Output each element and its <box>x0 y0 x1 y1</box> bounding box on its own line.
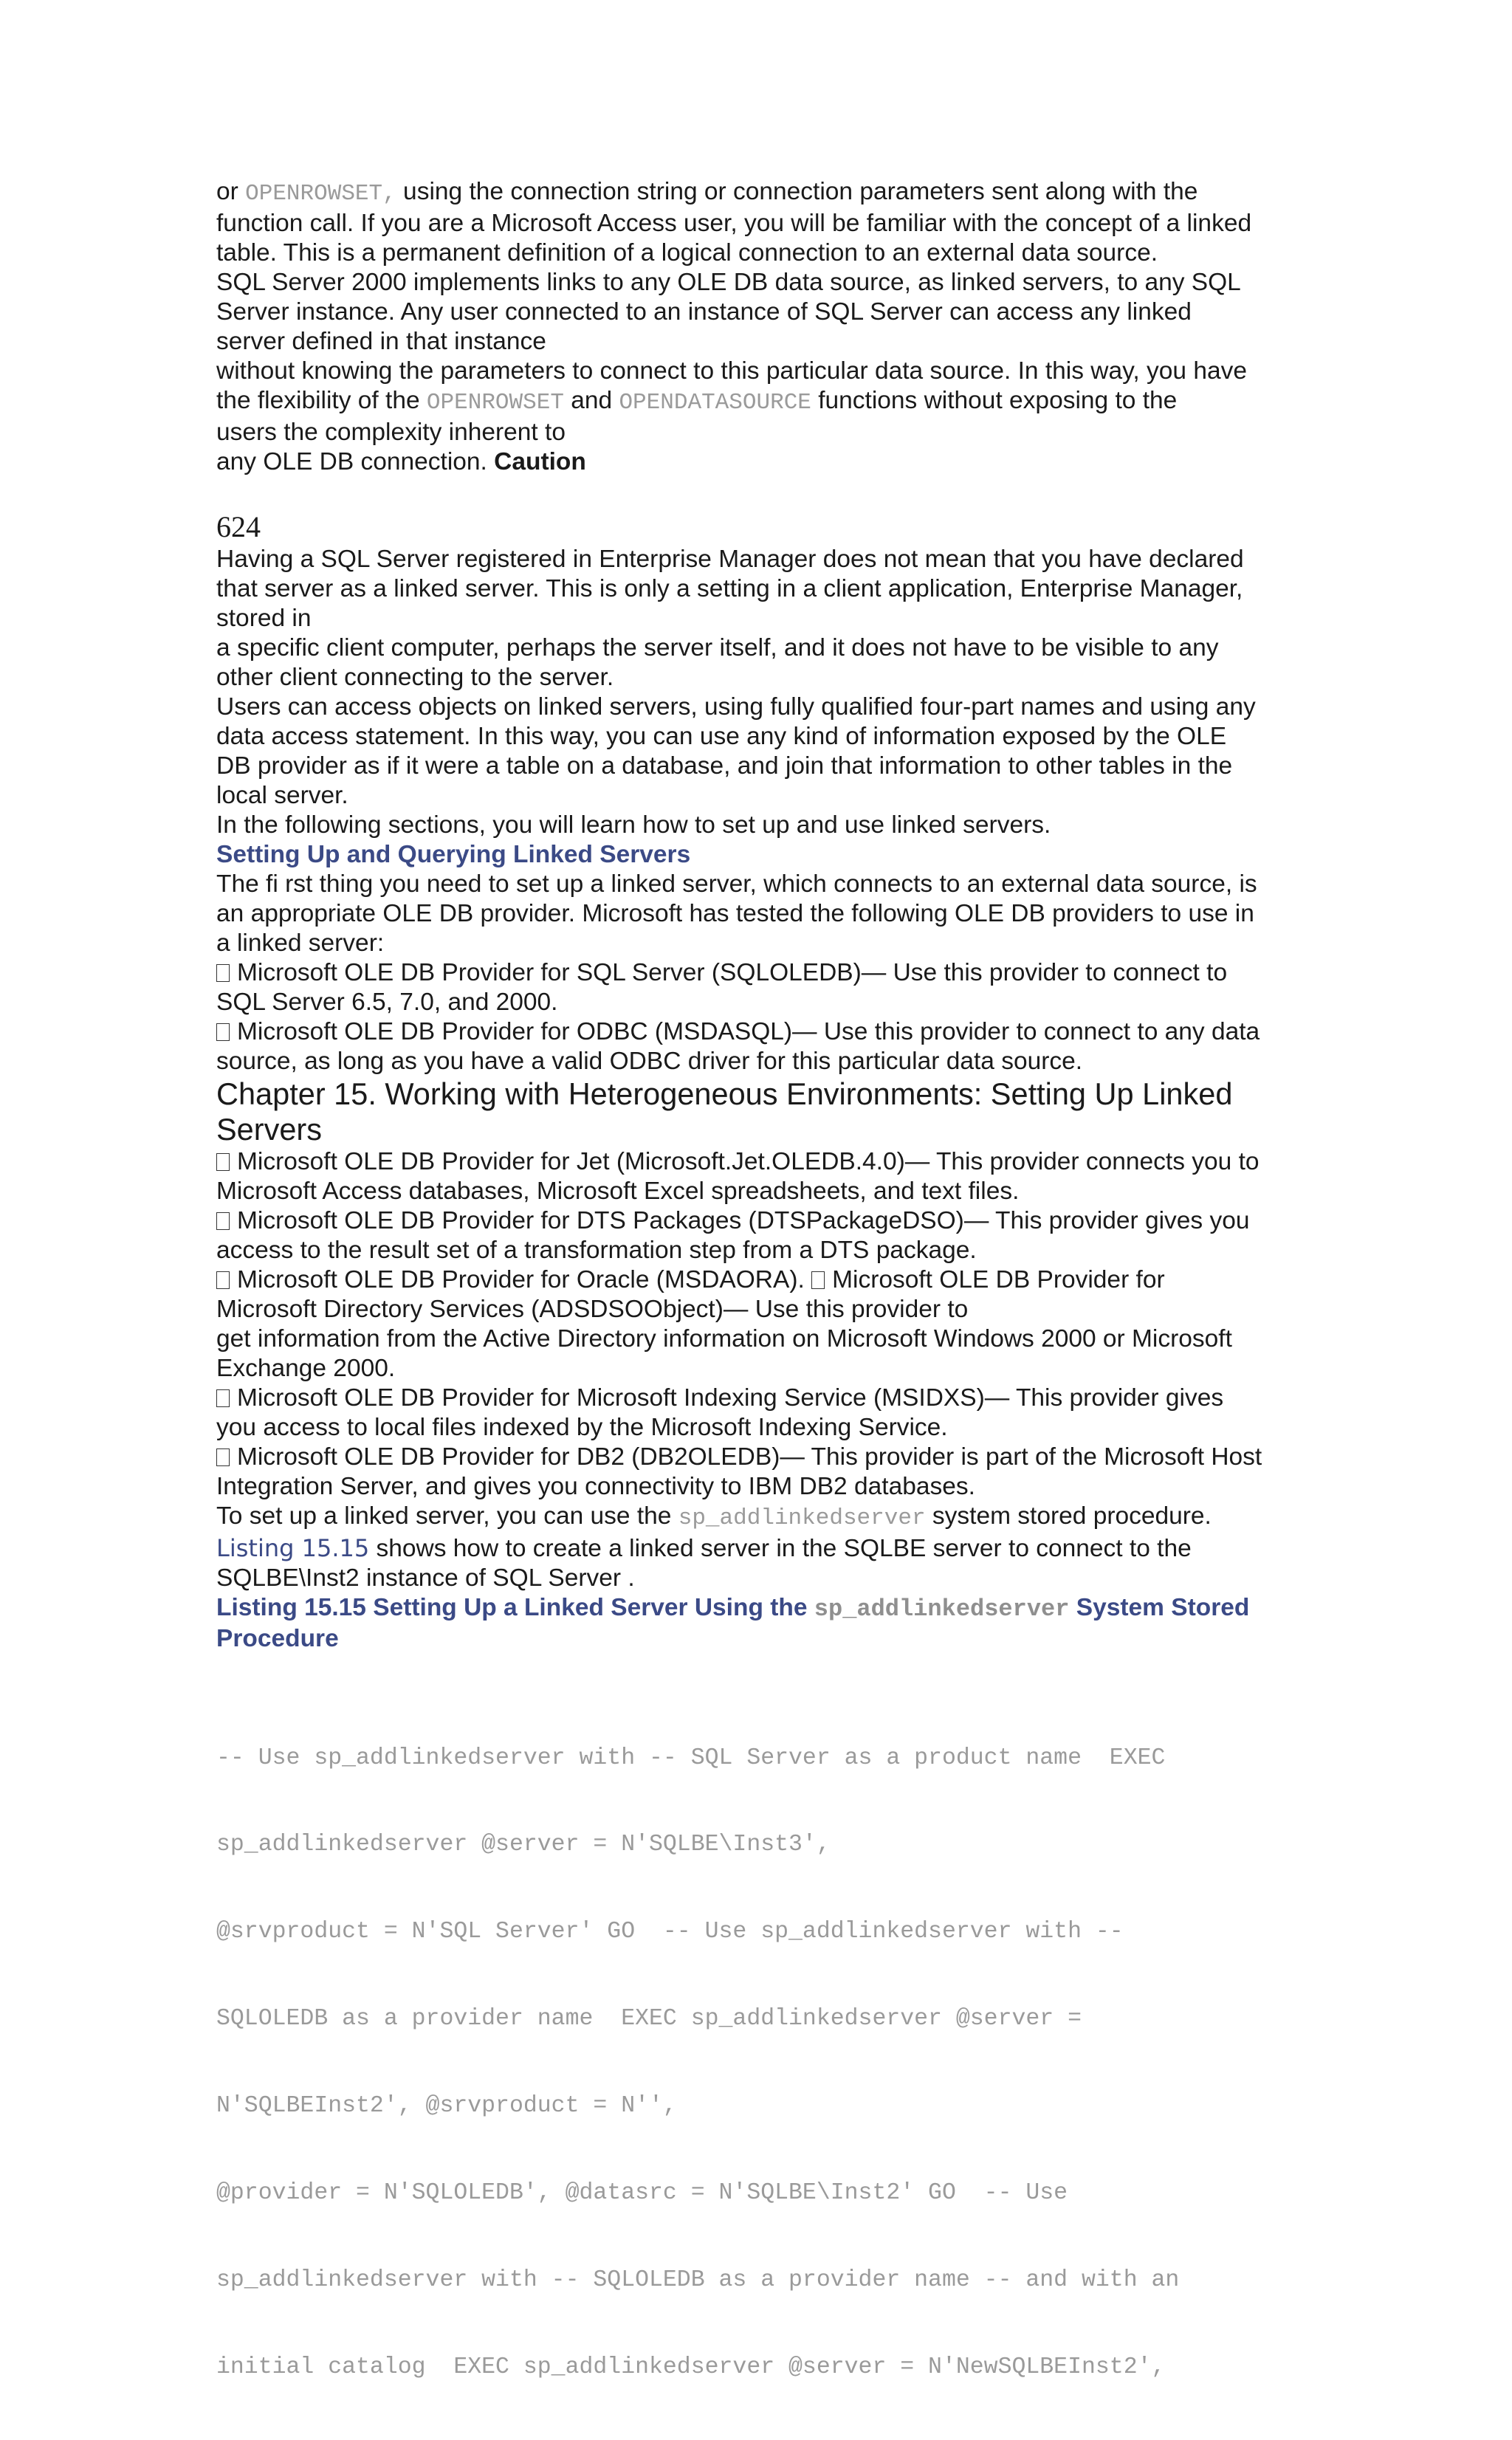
chapter-title-line: Servers <box>216 1112 322 1147</box>
bullet-glyph-icon <box>216 1448 230 1466</box>
text-line: SQL Server 6.5, 7.0, and 2000. <box>216 989 558 1016</box>
text-line: Exchange 2000. <box>216 1355 396 1382</box>
text-line: that server as a linked server. This is only a setting in a client application, Enterprise Manager, <box>216 575 1243 602</box>
document-page <box>216 177 1302 2440</box>
text-line: access to the result set of a transformation step from a DTS package. <box>216 1237 977 1264</box>
text-line: DB provider as if it were a table on a database, and join that information to other tables in the <box>216 752 1233 780</box>
text-line: table. This is a permanent definition of a logical connection to an external data source. <box>216 239 1158 267</box>
text-line: stored in <box>216 605 312 632</box>
section-heading: Setting Up and Querying Linked Servers <box>216 841 691 868</box>
list-item-text: Microsoft OLE DB Provider for Jet (Microsoft.Jet.OLEDB.4.0)— This provider connects you to <box>237 1148 1260 1175</box>
list-item-text: Microsoft OLE DB Provider for DB2 (DB2OLEDB)— This provider is part of the Microsoft Host <box>237 1443 1262 1471</box>
text-line: Integration Server, and gives you connectivity to IBM DB2 databases. <box>216 1473 975 1500</box>
inline-code: OPENROWSET <box>426 390 564 416</box>
text: functions without exposing to the <box>811 387 1178 414</box>
code-line: initial catalog EXEC sp_addlinkedserver @server = N'NewSQLBEInst2', <box>216 2354 1166 2380</box>
text-line: function call. If you are a Microsoft Access user, you will be familiar with the concept of a linked <box>216 210 1252 237</box>
text-line: The fi rst thing you need to set up a linked server, which connects to an external data source, is <box>216 870 1257 898</box>
text-line: users the complexity inherent to <box>216 419 566 446</box>
text-line: Microsoft Access databases, Microsoft Excel spreadsheets, and text files. <box>216 1178 1020 1205</box>
text-line: a specific client computer, perhaps the server itself, and it does not have to be visible to any <box>216 634 1219 661</box>
provider-list <box>216 1147 1302 1502</box>
code-line: @srvproduct = N'SQL Server' GO -- Use sp_addlinkedserver with -- <box>216 1919 1124 1945</box>
listing-heading <box>216 1593 1302 1654</box>
code-line: -- Use sp_addlinkedserver with -- SQL Server as a product name EXEC <box>216 1745 1166 1771</box>
text: the flexibility of the <box>216 387 427 414</box>
text: system stored procedure. <box>925 1502 1212 1530</box>
text-line: In the following sections, you will learn how to set up and use linked servers. <box>216 811 1051 839</box>
text-line: an appropriate OLE DB provider. Microsoft has tested the following OLE DB providers to use in <box>216 900 1254 927</box>
list-item-text: Microsoft OLE DB Provider for Oracle (MSDAORA). <box>237 1266 812 1293</box>
list-item-text: Microsoft OLE DB Provider for SQL Server (SQLOLEDB)— Use this provider to connect to <box>237 959 1228 986</box>
list-item-text: Microsoft OLE DB Provider for ODBC (MSDASQL)— Use this provider to connect to any data <box>237 1018 1260 1045</box>
text-line: other client connecting to the server. <box>216 664 614 691</box>
page-number: 624 <box>216 510 261 543</box>
code-listing <box>216 1685 1302 2440</box>
inline-code: OPENDATASOURCE <box>619 390 811 416</box>
text-line: Users can access objects on linked servers, using fully qualified four-part names and using any <box>216 693 1256 721</box>
bullet-glyph-icon <box>216 964 230 982</box>
text-line: Server instance. Any user connected to an instance of SQL Server can access any linked <box>216 298 1192 326</box>
text: any OLE DB connection. <box>216 448 495 475</box>
bullet-glyph-icon <box>811 1271 825 1289</box>
bullet-glyph-icon <box>216 1023 230 1041</box>
text-line: Microsoft Directory Services (ADSDSOObject)— Use this provider to <box>216 1296 969 1323</box>
listing-heading-text: Procedure <box>216 1625 339 1652</box>
inline-code: sp_addlinkedserver <box>678 1505 926 1531</box>
closing-paragraph <box>216 1502 1302 1593</box>
code-line: N'SQLBEInst2', @srvproduct = N'', <box>216 2093 677 2120</box>
listing-link[interactable]: Listing 15.15 <box>216 1534 370 1562</box>
text-line: local server. <box>216 782 348 809</box>
text-line: a linked server: <box>216 929 385 957</box>
text: shows how to create a linked server in the SQLBE server to connect to the <box>369 1535 1192 1562</box>
code-line: SQLOLEDB as a provider name EXEC sp_addlinkedserver @server = <box>216 2006 1082 2032</box>
text: To set up a linked server, you can use the <box>216 1502 678 1530</box>
text-line: get information from the Active Directory information on Microsoft Windows 2000 or Microsoft <box>216 1325 1232 1353</box>
caution-paragraph <box>216 545 1302 840</box>
text-line: data access statement. In this way, you can use any kind of information exposed by the OLE <box>216 723 1227 750</box>
text: using the connection string or connection parameters sent along with the <box>396 178 1198 205</box>
setup-paragraph <box>216 870 1302 1076</box>
code-line: sp_addlinkedserver with -- SQLOLEDB as a provider name -- and with an <box>216 2267 1180 2293</box>
text: and <box>563 387 619 414</box>
intro-paragraph <box>216 177 1302 477</box>
list-item-text: Microsoft OLE DB Provider for <box>832 1266 1165 1293</box>
listing-heading-text: Listing 15.15 Setting Up a Linked Server Using the <box>216 1594 814 1621</box>
text-line: server defined in that instance <box>216 328 546 355</box>
listing-heading-text: System Stored <box>1069 1594 1250 1621</box>
text-line: SQLBE\Inst2 instance of SQL Server . <box>216 1564 635 1592</box>
code-line: sp_addlinkedserver @server = N'SQLBE\Inst3', <box>216 1832 831 1858</box>
text-line: source, as long as you have a valid ODBC driver for this particular data source. <box>216 1048 1083 1075</box>
bullet-glyph-icon <box>216 1212 230 1230</box>
code-line: @provider = N'SQLOLEDB', @datasrc = N'SQLBE\Inst2' GO -- Use <box>216 2180 1068 2207</box>
text-line: SQL Server 2000 implements links to any OLE DB data source, as linked servers, to any SQL <box>216 269 1241 296</box>
list-item-text: Microsoft OLE DB Provider for DTS Packages (DTSPackageDSO)— This provider gives you <box>237 1207 1250 1234</box>
text-line: without knowing the parameters to connect to this particular data source. In this way, you have <box>216 357 1247 385</box>
text-line: you access to local files indexed by the Microsoft Indexing Service. <box>216 1414 948 1441</box>
inline-code: OPENROWSET, <box>245 181 396 207</box>
chapter-title-line: Chapter 15. Working with Heterogeneous Environments: Setting Up Linked <box>216 1076 1233 1111</box>
chapter-title <box>216 1076 1302 1147</box>
bullet-glyph-icon <box>216 1389 230 1407</box>
bullet-glyph-icon <box>216 1271 230 1289</box>
text: or <box>216 178 246 205</box>
bullet-glyph-icon <box>216 1153 230 1171</box>
inline-code: sp_addlinkedserver <box>814 1595 1070 1623</box>
caution-label: Caution <box>494 448 586 475</box>
text-line: Having a SQL Server registered in Enterprise Manager does not mean that you have declared <box>216 546 1244 573</box>
list-item-text: Microsoft OLE DB Provider for Microsoft Indexing Service (MSIDXS)— This provider gives <box>237 1384 1224 1412</box>
